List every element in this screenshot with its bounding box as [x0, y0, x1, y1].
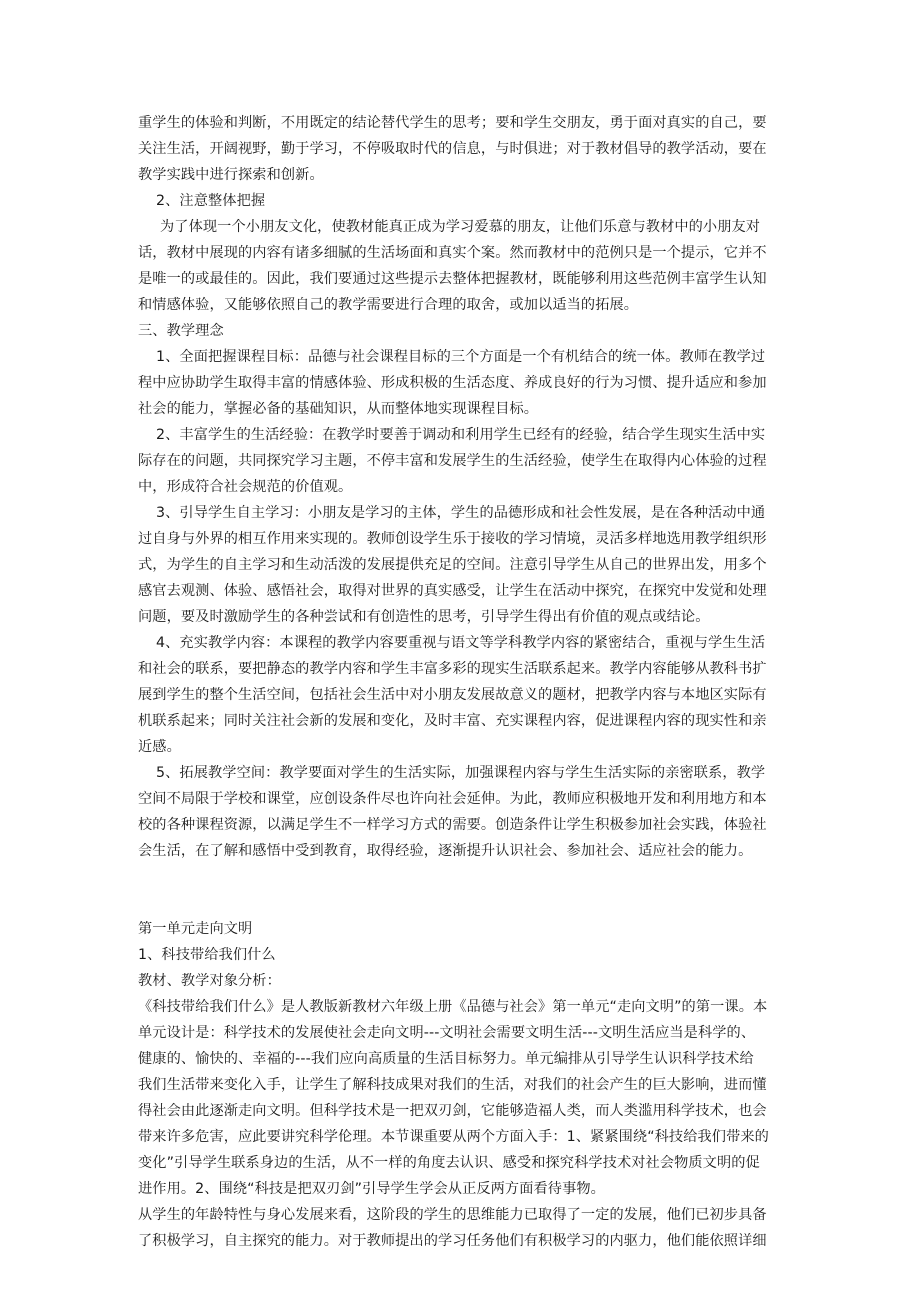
text-line: 《科技带给我们什么》是人教版新教材六年级上册《品德与社会》第一单元“走向文明”的第一课。本 [138, 999, 768, 1015]
text-line: 为了体现一个小朋友文化，使教材能真正成为学习爱慕的朋友，让他们乐意与教材中的小朋友对 [160, 219, 761, 235]
text-line: 我们生活带来变化入手，让学生了解科技成果对我们的生活，对我们的社会产生的巨大影响，进而懂 [138, 1077, 767, 1093]
text-line: 和情感体验，又能够依照自己的教学需要进行合理的取舍，或加以适当的拓展。 [138, 297, 639, 313]
text-line: 了积极学习，自主探究的能力。对于教师提出的学习任务他们有积极学习的内驱力，他们能依照详细 [138, 1233, 767, 1249]
text-line: 3、引导学生自主学习：小朋友是学习的主体，学生的品德形成和社会性发展，是在各种活动中通 [156, 505, 766, 521]
philosophy-item [138, 760, 786, 864]
text-line: 和社会的联系，要把静态的教学内容和学生丰富多彩的现实生活联系起来。教学内容能够从教科书扩 [138, 661, 767, 677]
lesson-title: 1、科技带给我们什么 [138, 947, 276, 963]
text-line: 会生活，在了解和感悟中受到教育，取得经验，逐渐提升认识社会、参加社会、适应社会的能力。 [138, 843, 753, 859]
text-line: 社会的能力，掌握必备的基础知识，从而整体地实现课程目标。 [138, 401, 539, 417]
section-spacer [138, 864, 786, 916]
text-line: 感官去观测、体验、感悟社会，取得对世界的真实感受，让学生在活动中探究，在探究中发觉和处理 [138, 583, 767, 599]
text-line: 是唯一的或最佳的。因此，我们要通过这些提示去整体把握教材，既能够利用这些范例丰富学生认知 [138, 271, 767, 287]
text-line: 重学生的体验和判断，不用既定的结论替代学生的思考；要和学生交朋友，勇于面对真实的自己，要 [138, 115, 767, 131]
analysis-paragraph [138, 994, 786, 1202]
text-line: 得社会由此逐渐走向文明。但科学技术是一把双刃剑，它能够造福人类，而人类滥用科学技术，也会 [138, 1103, 767, 1119]
philosophy-item [138, 500, 786, 630]
section-heading: 2、注意整体把握 [156, 193, 266, 209]
philosophy-item [138, 630, 786, 760]
text-line: 空间不局限于学校和课堂，应创设条件尽也许向社会延伸。为此，教师应积极地开发和利用地方和本 [138, 791, 767, 807]
text-line: 展到学生的整个生活空间，包括社会生活中对小朋友发展故意义的题材，把教学内容与本地区实际有 [138, 687, 767, 703]
text-line: 变化”引导学生联系身边的生活，从不一样的角度去认识、感受和探究科学技术对社会物质文明的促 [138, 1155, 760, 1171]
text-line: 校的各种课程资源，以满足学生不一样学习方式的需要。创造条件让学生积极参加社会实践，体验社 [138, 817, 767, 833]
text-line: 过自身与外界的相互作用来实现的。教师创设学生乐于接收的学习情境，灵活多样地选用教学组织形 [138, 531, 767, 547]
analysis-paragraph [138, 1202, 786, 1254]
text-line: 近感。 [138, 739, 181, 755]
text-line: 1、全面把握课程目标：品德与社会课程目标的三个方面是一个有机结合的统一体。教师在教学过 [156, 349, 766, 365]
section-heading: 教材、教学对象分析： [138, 973, 281, 989]
text-line: 话，教材中展现的内容有诸多细腻的生活场面和真实个案。然而教材中的范例只是一个提示，它并不 [138, 245, 767, 261]
text-line: 教学实践中进行探索和创新。 [138, 167, 324, 183]
text-line: 关注生活，开阔视野，勤于学习，不停吸取时代的信息，与时俱进；对于教材倡导的教学活动，要在 [138, 141, 767, 157]
section-teaching-philosophy [138, 318, 786, 864]
text-line: 5、拓展教学空间：教学要面对学生的生活实际，加强课程内容与学生生活实际的亲密联系，教学 [156, 765, 766, 781]
philosophy-item [138, 422, 786, 500]
text-line: 程中应协助学生取得丰富的情感体验、形成积极的生活态度、养成良好的行为习惯、提升适应和参加 [138, 375, 767, 391]
text-line: 2、丰富学生的生活经验：在教学时要善于调动和利用学生已经有的经验，结合学生现实生活中实 [156, 427, 766, 443]
text-line: 问题，要及时激励学生的各种尝试和有创造性的思考，引导学生得出有价值的观点或结论。 [138, 609, 710, 625]
section-intro-continuation [138, 110, 786, 188]
text-line: 际存在的问题，共同探究学习主题，不停丰富和发展学生的生活经验，使学生在取得内心体验的过程 [138, 453, 767, 469]
section-unit-one [138, 916, 786, 1254]
text-line: 单元设计是：科学技术的发展使社会走向文明---文明社会需要文明生活---文明生活应当是科学的、 [138, 1025, 756, 1041]
text-line: 机联系起来；同时关注社会新的发展和变化，及时丰富、充实课程内容，促进课程内容的现实性和亲 [138, 713, 767, 729]
text-line: 进作用。2、围绕“科技是把双刃剑”引导学生学会从正反两方面看待事物。 [138, 1181, 605, 1197]
text-line: 中，形成符合社会规范的价值观。 [138, 479, 353, 495]
text-line: 健康的、愉快的、幸福的---我们应向高质量的生活目标努力。单元编排从引导学生认识科学技术给 [138, 1051, 754, 1067]
text-line: 4、充实教学内容：本课程的教学内容要重视与语文等学科教学内容的紧密结合，重视与学生生活 [156, 635, 766, 651]
text-line: 从学生的年龄特性与身心发展来看，这阶段的学生的思维能力已取得了一定的发展，他们已初步具备 [138, 1207, 767, 1223]
section-heading: 三、教学理念 [138, 323, 224, 339]
document-page [138, 110, 786, 1254]
unit-title: 第一单元走向文明 [138, 921, 253, 937]
text-line: 式，为学生的自主学习和生动活泼的发展提供充足的空间。注意引导学生从自己的世界出发，用多个 [138, 557, 767, 573]
section-overall-grasp [138, 188, 786, 318]
text-line: 带来许多危害，应此要讲究科学伦理。本节课重要从两个方面入手：1、紧紧围绕“科技给我们带来的 [138, 1129, 769, 1145]
philosophy-item [138, 344, 786, 422]
